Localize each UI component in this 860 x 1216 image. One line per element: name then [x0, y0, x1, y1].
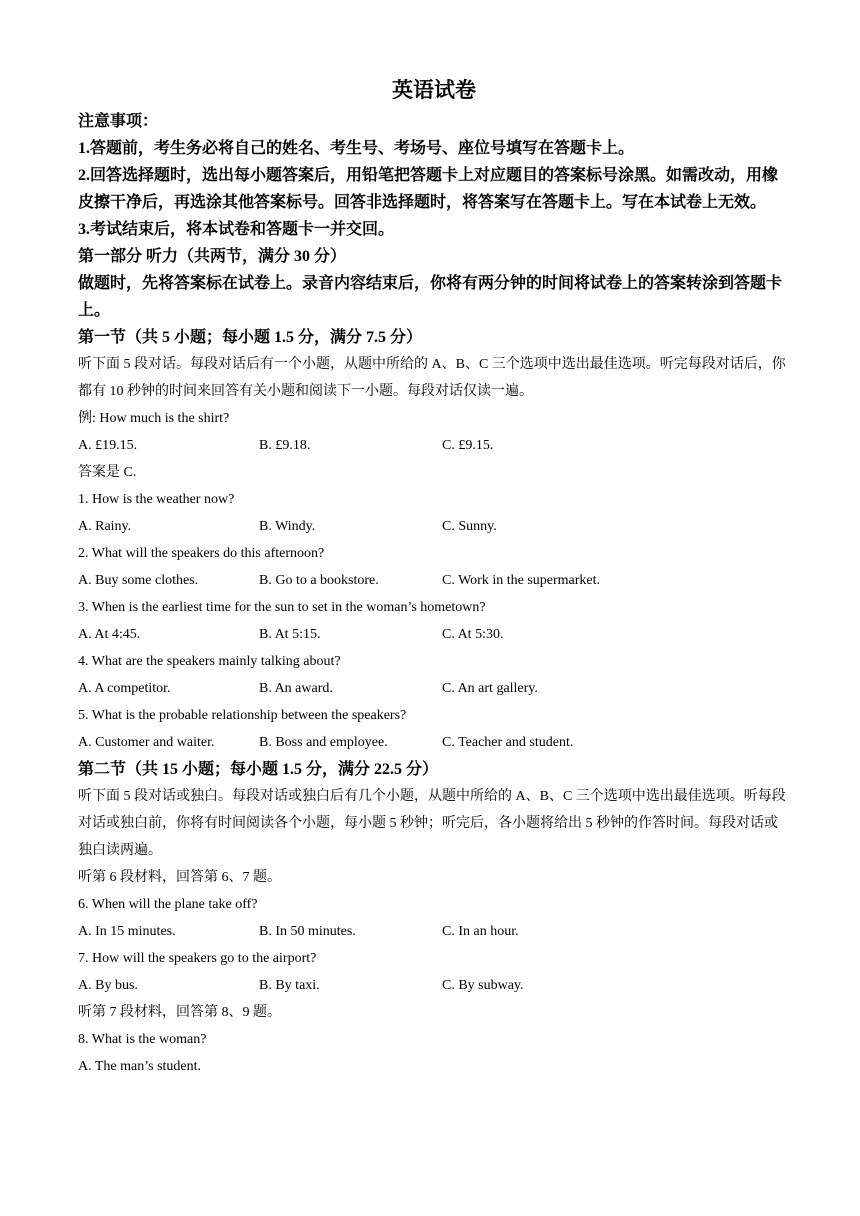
question-5: 5. What is the probable relationship between the speakers? — [78, 708, 407, 723]
option-b: B. Boss and employee. — [259, 735, 388, 750]
question-1-options — [78, 513, 790, 540]
section2-instruction: 听下面 5 段对话或独白。每段对话或独白后有几个小题，从题中所给的 A、B、C 三个选项中选出最佳选项。听每段对话或独白前，你将有时间阅读各个小题，每小题 5 秒钟；听完后，各小题将给出 5 秒钟的作答时间。每段对话或独白读两遍。 — [78, 789, 786, 858]
option-a: A. Buy some clothes. — [78, 573, 199, 588]
notice-item-1: 1.答题前，考生务必将自己的姓名、考生号、考场号、座位号填写在答题卡上。 — [78, 140, 635, 157]
question-2-options — [78, 567, 790, 594]
part1-instruction: 做题时，先将答案标在试卷上。录音内容结束后，你将有两分钟的时间将试卷上的答案转涂到答题卡上。 — [78, 275, 783, 319]
option-a: A. Rainy. — [78, 519, 132, 534]
question-8: 8. What is the woman? — [78, 1032, 207, 1047]
question-4: 4. What are the speakers mainly talking about? — [78, 654, 341, 669]
question-6-options — [78, 918, 790, 945]
part-1 — [78, 243, 790, 324]
question-3-options — [78, 621, 790, 648]
notice-item-2: 2.回答选择题时，选出每小题答案后，用铅笔把答题卡上对应题目的答案标号涂黑。如需改动，用橡皮擦干净后，再选涂其他答案标号。回答非选择题时，将答案写在答题卡上。写在本试卷上无效。 — [78, 167, 779, 211]
option-b: B. Go to a bookstore. — [259, 573, 379, 588]
option-c: C. Sunny. — [442, 519, 497, 534]
option-a: A. Customer and waiter. — [78, 735, 215, 750]
example-answer: 答案是 C. — [78, 465, 137, 480]
question-2: 2. What will the speakers do this afternoon? — [78, 546, 325, 561]
option-c: C. Work in the supermarket. — [442, 573, 601, 588]
option-c: C. By subway. — [442, 978, 524, 993]
option-c: C. An art gallery. — [442, 681, 538, 696]
option-b: B. Windy. — [259, 519, 316, 534]
option-b: B. At 5:15. — [259, 627, 321, 642]
option-a: A. At 4:45. — [78, 627, 141, 642]
option-a: A. By bus. — [78, 978, 138, 993]
option-c: C. £9.15. — [442, 438, 494, 453]
section1-heading: 第一节（共 5 小题；每小题 1.5 分，满分 7.5 分） — [78, 329, 423, 346]
option-b: B. An award. — [259, 681, 333, 696]
part1-heading: 第一部分 听力（共两节，满分 30 分） — [78, 248, 347, 265]
question-1: 1. How is the weather now? — [78, 492, 235, 507]
option-a: A. In 15 minutes. — [78, 924, 176, 939]
exam-page — [78, 72, 790, 1080]
exam-title: 英语试卷 — [392, 78, 476, 102]
section-1 — [78, 324, 790, 756]
option-a: A. A competitor. — [78, 681, 171, 696]
example-options — [78, 432, 790, 459]
option-b: B. In 50 minutes. — [259, 924, 356, 939]
section2-heading: 第二节（共 15 小题；每小题 1.5 分，满分 22.5 分） — [78, 761, 439, 778]
option-b: B. £9.18. — [259, 438, 311, 453]
option-b: B. By taxi. — [259, 978, 320, 993]
option-c: C. Teacher and student. — [442, 735, 574, 750]
question-4-options — [78, 675, 790, 702]
question-7-options — [78, 972, 790, 999]
notice-block — [78, 108, 790, 243]
material-6-note: 听第 6 段材料，回答第 6、7 题。 — [78, 870, 281, 885]
section-2 — [78, 756, 790, 1080]
example-question: 例: How much is the shirt? — [78, 411, 230, 426]
material-7-note: 听第 7 段材料，回答第 8、9 题。 — [78, 1005, 281, 1020]
question-7: 7. How will the speakers go to the airport? — [78, 951, 317, 966]
question-5-options — [78, 729, 790, 756]
question-6: 6. When will the plane take off? — [78, 897, 258, 912]
option-a: A. £19.15. — [78, 438, 138, 453]
notice-heading: 注意事项： — [78, 113, 159, 130]
option-c: C. At 5:30. — [442, 627, 504, 642]
option-c: C. In an hour. — [442, 924, 519, 939]
question-8-option-a: A. The man’s student. — [78, 1059, 202, 1074]
section1-instruction: 听下面 5 段对话。每段对话后有一个小题，从题中所给的 A、B、C 三个选项中选出最佳选项。听完每段对话后，你都有 10 秒钟的时间来回答有关小题和阅读下一小题。每段对话仅读一遍。 — [78, 357, 786, 399]
question-3: 3. When is the earliest time for the sun to set in the woman’s hometown? — [78, 600, 486, 615]
notice-item-3: 3.考试结束后，将本试卷和答题卡一并交回。 — [78, 221, 395, 238]
